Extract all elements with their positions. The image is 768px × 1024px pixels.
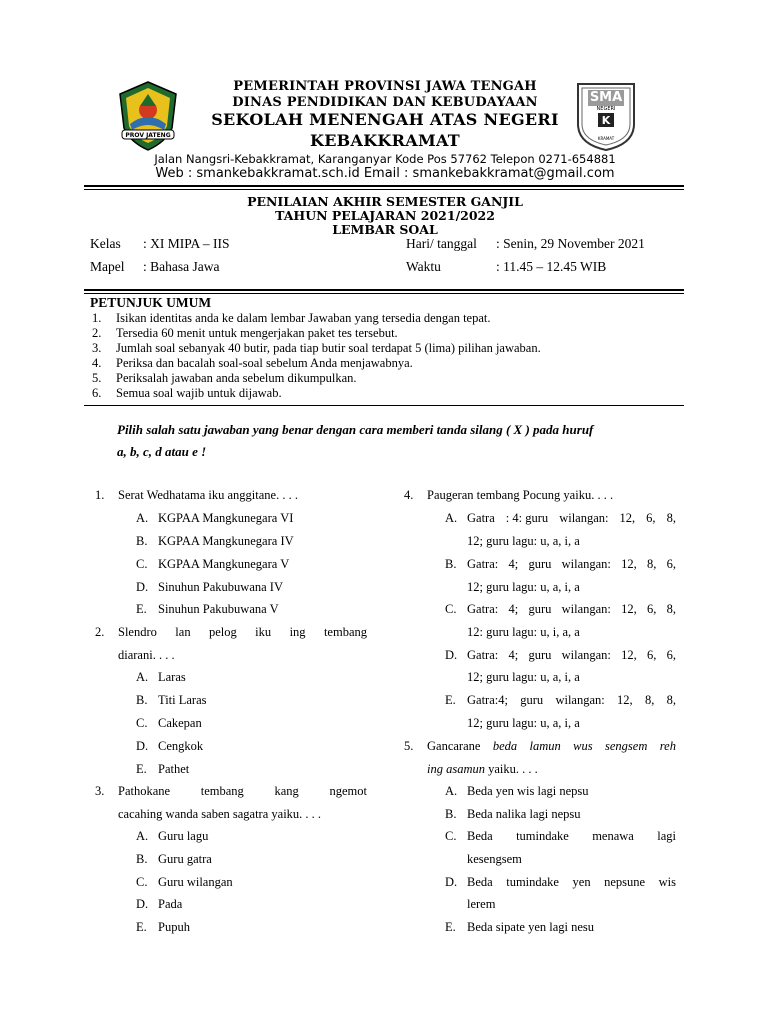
instruction-item: 5. Periksalah jawaban anda sebelum dikumpulkan.: [92, 371, 357, 385]
header-line-1: PEMERINTAH PROVINSI JAWA TENGAH: [233, 79, 537, 94]
answer-instruction-line-1: Pilih salah satu jawaban yang benar dengan cara memberi tanda silang ( X ) pada huruf: [117, 422, 594, 437]
question-text: Slendro lan pelog iku ing tembang: [118, 625, 367, 639]
question-number: 1.: [95, 488, 105, 502]
instruction-item: 6. Semua soal wajib untuk dijawab.: [92, 386, 282, 400]
badge-letter: K: [601, 114, 611, 127]
instructions-list: [92, 311, 652, 401]
header-line-3: SEKOLAH MENENGAH ATAS NEGERI: [211, 110, 559, 129]
mapel-value: : Bahasa Jawa: [143, 259, 220, 274]
question-number: 4.: [404, 488, 414, 502]
header-divider-thin: [84, 189, 684, 190]
hari-value: : Senin, 29 November 2021: [496, 236, 645, 251]
instructions-title: PETUNJUK UMUM: [90, 295, 212, 310]
kelas-label: Kelas: [90, 236, 121, 251]
school-badge-logo: [574, 80, 638, 152]
header-line-2: DINAS PENDIDIKAN DAN KEBUDAYAAN: [232, 95, 538, 110]
question-text: Pathokane tembang kang ngemot: [118, 784, 367, 798]
question-number: 2.: [95, 625, 105, 639]
instruction-item: 3. Jumlah soal sebanyak 40 butir, pada tiap butir soal terdapat 5 (lima) pilihan jawaban.: [92, 341, 541, 355]
question-text-cont: ing asamun yaiku. . . .: [427, 762, 538, 776]
waktu-value: : 11.45 – 12.45 WIB: [496, 259, 607, 274]
question-text: Serat Wedhatama iku anggitane. . . .: [118, 488, 298, 502]
school-web-email: Web : smankebakkramat.sch.id Email : smankebakkramat@gmail.com: [155, 166, 615, 181]
hari-label: Hari/ tanggal: [406, 236, 477, 251]
instruction-item: 2. Tersedia 60 menit untuk mengerjakan paket tes tersebut.: [92, 326, 398, 340]
exam-title-3: LEMBAR SOAL: [332, 222, 438, 237]
kelas-value: : XI MIPA – IIS: [143, 236, 230, 251]
question-number: 3.: [95, 784, 105, 798]
school-address: Jalan Nangsri-Kebakkramat, Karanganyar Kode Pos 57762 Telepon 0271-654881: [154, 152, 616, 166]
exam-title-1: PENILAIAN AKHIR SEMESTER GANJIL: [247, 194, 523, 209]
emblem-banner-text: PROV JATENG: [125, 132, 171, 139]
instruction-item: 4. Periksa dan bacalah soal-soal sebelum Anda menjawabnya.: [92, 356, 413, 370]
instructions-divider: [84, 405, 684, 406]
header-line-4: KEBAKKRAMAT: [309, 131, 461, 150]
question-text-cont: cacahing wanda saben sagatra yaiku. . . .: [118, 807, 322, 821]
question-number: 5.: [404, 739, 414, 753]
provincial-emblem-logo: [116, 80, 180, 154]
badge-bottom-text: KRAMAT: [597, 136, 615, 141]
question-text: Paugeran tembang Pocung yaiku. . . .: [427, 488, 614, 502]
info-divider-thick: [84, 289, 684, 291]
question-text-cont: diarani. . . .: [118, 648, 175, 662]
instruction-item: 1. Isikan identitas anda ke dalam lembar Jawaban yang tersedia dengan tepat.: [92, 311, 491, 325]
answer-instruction-line-2: a, b, c, d atau e !: [117, 444, 207, 459]
header-divider-thick: [84, 185, 684, 187]
badge-negeri-text: NEGERI: [596, 106, 616, 112]
question-text: Gancarane beda lamun wus sengsem reh: [427, 739, 676, 753]
waktu-label: Waktu: [406, 259, 441, 274]
info-divider-thin: [84, 293, 684, 294]
badge-sma-text: SMA: [589, 90, 623, 105]
mapel-label: Mapel: [90, 259, 125, 274]
exam-title-2: TAHUN PELAJARAN 2021/2022: [275, 208, 495, 223]
